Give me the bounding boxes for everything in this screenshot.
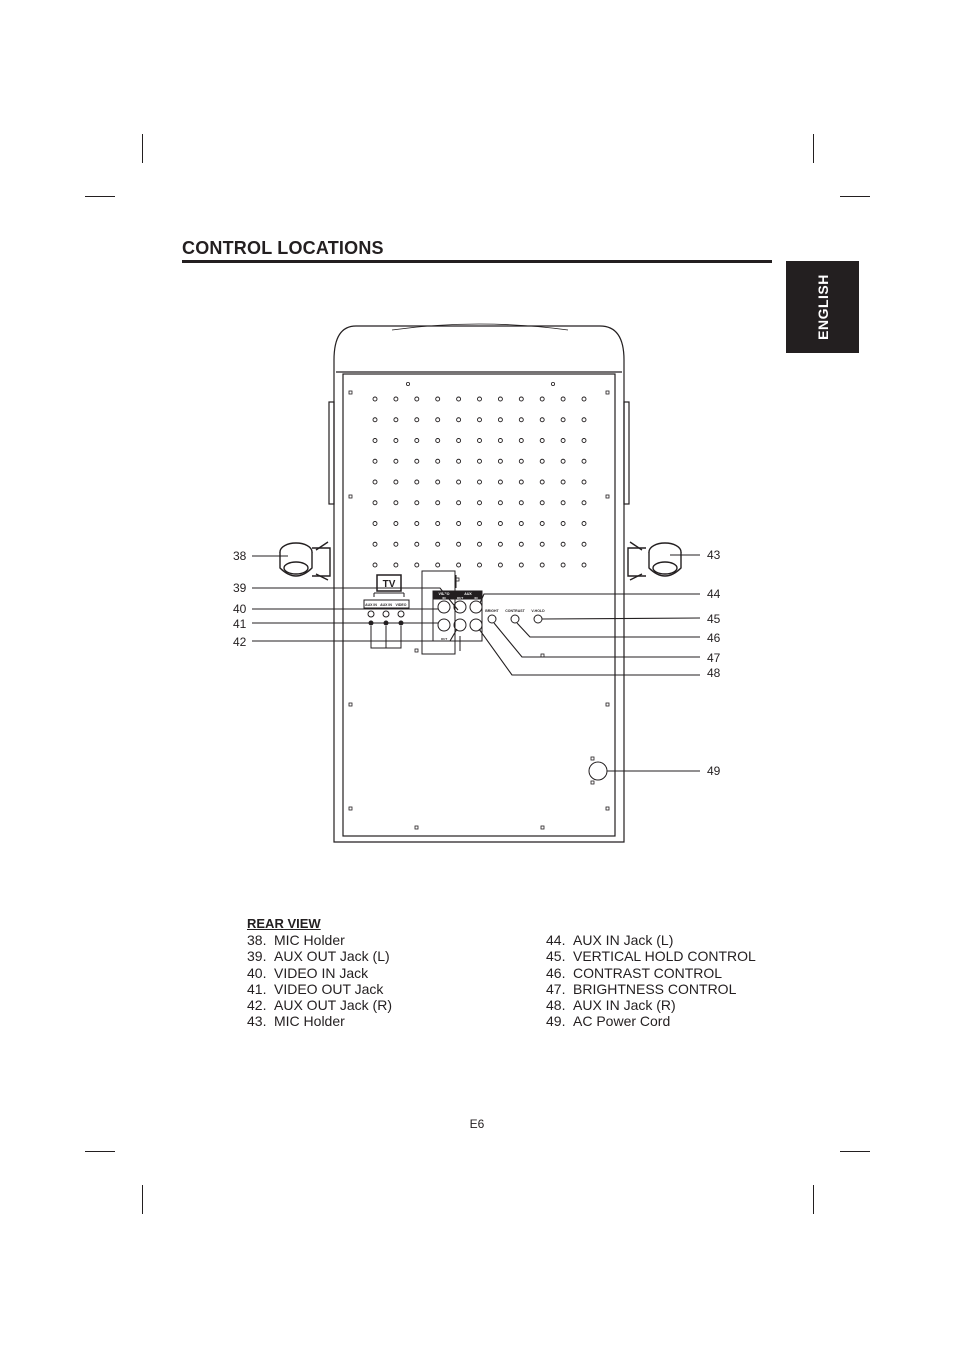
vent-hole xyxy=(394,542,398,546)
vent-hole xyxy=(519,418,523,422)
callout-46: 46 xyxy=(707,631,721,645)
vent-hole xyxy=(498,397,502,401)
contrast-knob xyxy=(511,615,519,623)
vent-hole xyxy=(561,542,565,546)
callout-42: 42 xyxy=(233,635,247,649)
page-number: E6 xyxy=(469,1117,485,1131)
vent-hole xyxy=(478,563,482,567)
vent-hole xyxy=(561,501,565,505)
leader-lines xyxy=(252,555,700,771)
list-item: 42. AUX OUT Jack (R) xyxy=(247,997,392,1014)
legend-left-list xyxy=(247,932,392,1030)
label-contrast: CONTRAST xyxy=(505,609,525,613)
vent-hole xyxy=(561,480,565,484)
vent-hole xyxy=(540,542,544,546)
vent-hole xyxy=(561,459,565,463)
vent-hole xyxy=(561,522,565,526)
vent-hole xyxy=(394,563,398,567)
vent-hole xyxy=(394,480,398,484)
vent-hole xyxy=(457,439,461,443)
label-in-2: IN xyxy=(474,596,478,600)
page-title: CONTROL LOCATIONS xyxy=(182,238,384,258)
vent-hole xyxy=(498,542,502,546)
list-item: 47. BRIGHTNESS CONTROL xyxy=(546,980,737,997)
vent-hole xyxy=(415,563,419,567)
vent-hole xyxy=(457,563,461,567)
vent-hole xyxy=(394,418,398,422)
vent-hole xyxy=(478,418,482,422)
vent-hole xyxy=(561,397,565,401)
label-aux-header: AUX xyxy=(464,592,472,596)
vent-hole xyxy=(373,563,377,567)
mic-holder-left xyxy=(280,542,330,580)
vent-hole xyxy=(373,542,377,546)
vent-hole xyxy=(478,480,482,484)
vent-hole xyxy=(478,542,482,546)
vent-hole xyxy=(519,480,523,484)
vent-hole xyxy=(436,418,440,422)
vent-hole xyxy=(394,439,398,443)
vent-hole xyxy=(478,501,482,505)
vent-hole xyxy=(373,418,377,422)
list-item: 40. VIDEO IN Jack xyxy=(247,964,369,981)
vent-hole xyxy=(415,418,419,422)
list-item: 46. CONTRAST CONTROL xyxy=(546,964,723,981)
list-item: 39. AUX OUT Jack (L) xyxy=(247,948,390,965)
left-handle xyxy=(329,402,334,504)
vent-hole xyxy=(519,397,523,401)
rear-view-title: REAR VIEW xyxy=(247,916,321,931)
vent-hole xyxy=(582,480,586,484)
vent-hole xyxy=(519,459,523,463)
vent-hole xyxy=(540,501,544,505)
vent-hole xyxy=(436,501,440,505)
vent-hole xyxy=(457,542,461,546)
label-tv: TV xyxy=(382,579,396,590)
vent-hole xyxy=(436,542,440,546)
jack-aux-out-r xyxy=(454,619,466,631)
vent-hole xyxy=(394,501,398,505)
vent-hole xyxy=(436,563,440,567)
label-v-hold: V-HOLD xyxy=(531,609,545,613)
list-item: 44. AUX IN Jack (L) xyxy=(546,932,674,948)
vent-hole xyxy=(373,439,377,443)
vent-hole xyxy=(519,563,523,567)
label-video: VIDEO xyxy=(395,603,407,607)
vent-hole xyxy=(519,522,523,526)
label-aux-in: AUX IN xyxy=(365,603,377,607)
vent-hole xyxy=(436,397,440,401)
vent-hole xyxy=(415,439,419,443)
vent-hole xyxy=(498,522,502,526)
vent-hole xyxy=(457,480,461,484)
vent-hole xyxy=(540,480,544,484)
label-in: IN xyxy=(442,596,446,600)
vent-hole xyxy=(436,480,440,484)
vent-hole xyxy=(540,397,544,401)
callout-47: 47 xyxy=(707,651,721,665)
list-item: 48. AUX IN Jack (R) xyxy=(546,997,676,1014)
vent-hole xyxy=(415,397,419,401)
vent-hole xyxy=(436,459,440,463)
jack-aux-in-r xyxy=(470,619,482,631)
vent-hole xyxy=(582,439,586,443)
vent-hole xyxy=(498,480,502,484)
vent-hole xyxy=(394,397,398,401)
vent-hole xyxy=(498,439,502,443)
vent-hole xyxy=(415,522,419,526)
vent-hole xyxy=(457,459,461,463)
vent-hole xyxy=(561,563,565,567)
vent-hole xyxy=(373,480,377,484)
callout-40: 40 xyxy=(233,602,247,616)
right-handle xyxy=(624,402,629,504)
list-item: 49. AC Power Cord xyxy=(546,1013,671,1030)
vent-hole xyxy=(457,418,461,422)
vent-hole xyxy=(373,459,377,463)
label-out-bottom: OUT xyxy=(440,637,448,641)
vent-hole xyxy=(415,542,419,546)
vent-hole xyxy=(561,418,565,422)
vent-hole xyxy=(415,459,419,463)
callout-44: 44 xyxy=(707,587,721,601)
jack-video-in xyxy=(438,601,450,613)
vent-hole xyxy=(457,522,461,526)
label-video-header: VIDEO xyxy=(438,592,450,596)
jack-video-out xyxy=(438,619,450,631)
vent-hole xyxy=(582,522,586,526)
legend-right-list xyxy=(546,932,756,1030)
callout-43: 43 xyxy=(707,548,721,562)
callout-48: 48 xyxy=(707,666,721,680)
callout-38: 38 xyxy=(233,549,247,563)
bright-knob xyxy=(488,615,496,623)
vent-hole xyxy=(519,542,523,546)
vent-hole xyxy=(478,522,482,526)
vent-hole xyxy=(415,501,419,505)
vent-hole xyxy=(436,439,440,443)
vent-hole xyxy=(478,459,482,463)
vent-holes xyxy=(373,397,586,567)
vent-hole xyxy=(540,418,544,422)
label-aux-in-2: AUX IN xyxy=(380,603,392,607)
vent-hole xyxy=(582,563,586,567)
vent-hole xyxy=(582,459,586,463)
callout-49: 49 xyxy=(707,764,721,778)
vent-hole xyxy=(457,501,461,505)
vent-hole xyxy=(540,522,544,526)
callout-41: 41 xyxy=(233,617,247,631)
list-item: 41. VIDEO OUT Jack xyxy=(247,980,384,997)
vent-hole xyxy=(582,397,586,401)
callout-39: 39 xyxy=(233,581,247,595)
vent-hole xyxy=(561,439,565,443)
list-item: 43. MIC Holder xyxy=(247,1013,345,1030)
vent-hole xyxy=(519,501,523,505)
vent-hole xyxy=(478,439,482,443)
list-item: 45. VERTICAL HOLD CONTROL xyxy=(546,948,756,965)
vent-hole xyxy=(540,439,544,443)
list-item: 38. MIC Holder xyxy=(247,932,345,948)
ac-power-cord-plug xyxy=(589,762,607,780)
language-tab-label: ENGLISH xyxy=(814,274,831,340)
vent-hole xyxy=(373,501,377,505)
mic-holder-right xyxy=(628,542,681,580)
vent-hole xyxy=(436,522,440,526)
vent-hole xyxy=(540,459,544,463)
vent-hole xyxy=(498,501,502,505)
vent-hole xyxy=(498,563,502,567)
v-hold-knob xyxy=(534,615,542,623)
vent-hole xyxy=(394,522,398,526)
vent-hole xyxy=(582,418,586,422)
vent-hole xyxy=(415,480,419,484)
vent-hole xyxy=(519,439,523,443)
vent-hole xyxy=(457,397,461,401)
vent-hole xyxy=(394,459,398,463)
vent-hole xyxy=(373,522,377,526)
vent-hole xyxy=(582,542,586,546)
vent-hole xyxy=(373,397,377,401)
vent-hole xyxy=(498,459,502,463)
vent-hole xyxy=(582,501,586,505)
vent-hole xyxy=(540,563,544,567)
vent-hole xyxy=(478,397,482,401)
label-bright: BRIGHT xyxy=(485,609,499,613)
vent-hole xyxy=(498,418,502,422)
label-out: OUT xyxy=(456,596,464,600)
callout-45: 45 xyxy=(707,612,721,626)
